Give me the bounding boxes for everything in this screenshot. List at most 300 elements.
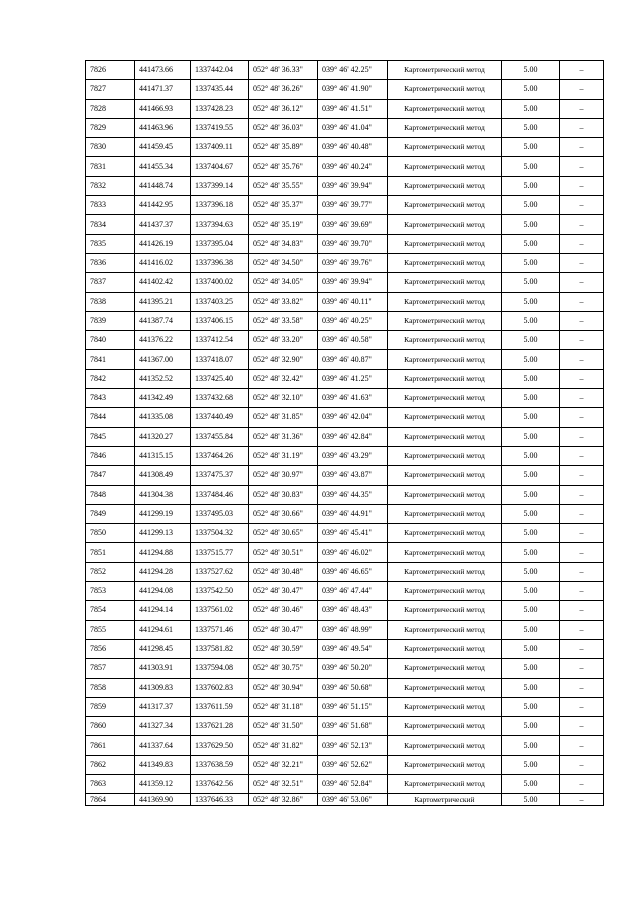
longitude-cell: 039° 46' 41.51" <box>318 99 388 118</box>
y-coordinate-cell: 1337418.07 <box>191 350 249 369</box>
accuracy-cell: 5.00 <box>502 118 560 137</box>
method-cell: Картометрический метод <box>388 176 502 195</box>
point-number-cell: 7848 <box>86 485 135 504</box>
point-number-cell: 7832 <box>86 176 135 195</box>
x-coordinate-cell: 441294.14 <box>135 601 191 620</box>
table-row <box>86 736 604 755</box>
table-row <box>86 99 604 118</box>
point-number-cell: 7827 <box>86 80 135 99</box>
method-cell: Картометрический метод <box>388 138 502 157</box>
x-coordinate-cell: 441376.22 <box>135 331 191 350</box>
method-cell: Картометрический метод <box>388 755 502 774</box>
x-coordinate-cell: 441299.19 <box>135 504 191 523</box>
y-coordinate-cell: 1337602.83 <box>191 678 249 697</box>
x-coordinate-cell: 441303.91 <box>135 659 191 678</box>
method-cell: Картометрический метод <box>388 485 502 504</box>
note-cell: – <box>560 485 604 504</box>
accuracy-cell: 5.00 <box>502 196 560 215</box>
y-coordinate-cell: 1337394.63 <box>191 215 249 234</box>
accuracy-cell: 5.00 <box>502 157 560 176</box>
point-number-cell: 7829 <box>86 118 135 137</box>
point-number-cell: 7835 <box>86 234 135 253</box>
method-cell: Картометрический метод <box>388 543 502 562</box>
accuracy-cell: 5.00 <box>502 80 560 99</box>
latitude-cell: 052° 48' 30.94" <box>249 678 318 697</box>
note-cell: – <box>560 524 604 543</box>
latitude-cell: 052° 48' 32.86" <box>249 794 318 806</box>
longitude-cell: 039° 46' 46.02" <box>318 543 388 562</box>
accuracy-cell: 5.00 <box>502 543 560 562</box>
y-coordinate-cell: 1337642.56 <box>191 774 249 793</box>
table-row <box>86 234 604 253</box>
x-coordinate-cell: 441466.93 <box>135 99 191 118</box>
latitude-cell: 052° 48' 35.55" <box>249 176 318 195</box>
y-coordinate-cell: 1337571.46 <box>191 620 249 639</box>
x-coordinate-cell: 441294.88 <box>135 543 191 562</box>
x-coordinate-cell: 441473.66 <box>135 61 191 80</box>
longitude-cell: 039° 46' 41.90" <box>318 80 388 99</box>
point-number-cell: 7831 <box>86 157 135 176</box>
point-number-cell: 7834 <box>86 215 135 234</box>
note-cell: – <box>560 138 604 157</box>
latitude-cell: 052° 48' 30.75" <box>249 659 318 678</box>
x-coordinate-cell: 441426.19 <box>135 234 191 253</box>
method-cell: Картометрический метод <box>388 273 502 292</box>
longitude-cell: 039° 46' 42.25" <box>318 61 388 80</box>
note-cell: – <box>560 504 604 523</box>
accuracy-cell: 5.00 <box>502 408 560 427</box>
y-coordinate-cell: 1337646.33 <box>191 794 249 806</box>
method-cell: Картометрический метод <box>388 331 502 350</box>
point-number-cell: 7857 <box>86 659 135 678</box>
table-row <box>86 80 604 99</box>
accuracy-cell: 5.00 <box>502 138 560 157</box>
latitude-cell: 052° 48' 33.20" <box>249 331 318 350</box>
longitude-cell: 039° 46' 47.44" <box>318 582 388 601</box>
point-number-cell: 7863 <box>86 774 135 793</box>
note-cell: – <box>560 736 604 755</box>
latitude-cell: 052° 48' 31.18" <box>249 697 318 716</box>
method-cell: Картометрический <box>388 794 502 806</box>
table-row <box>86 311 604 330</box>
accuracy-cell: 5.00 <box>502 774 560 793</box>
latitude-cell: 052° 48' 30.65" <box>249 524 318 543</box>
accuracy-cell: 5.00 <box>502 369 560 388</box>
note-cell: – <box>560 273 604 292</box>
table-row <box>86 543 604 562</box>
point-number-cell: 7861 <box>86 736 135 755</box>
x-coordinate-cell: 441337.64 <box>135 736 191 755</box>
longitude-cell: 039° 46' 52.62" <box>318 755 388 774</box>
accuracy-cell: 5.00 <box>502 292 560 311</box>
table-row <box>86 562 604 581</box>
longitude-cell: 039° 46' 40.11" <box>318 292 388 311</box>
longitude-cell: 039° 46' 39.69" <box>318 215 388 234</box>
table-row <box>86 446 604 465</box>
longitude-cell: 039° 46' 50.68" <box>318 678 388 697</box>
latitude-cell: 052° 48' 30.46" <box>249 601 318 620</box>
note-cell: – <box>560 350 604 369</box>
x-coordinate-cell: 441327.34 <box>135 717 191 736</box>
latitude-cell: 052° 48' 30.47" <box>249 620 318 639</box>
method-cell: Картометрический метод <box>388 639 502 658</box>
method-cell: Картометрический метод <box>388 678 502 697</box>
latitude-cell: 052° 48' 34.50" <box>249 253 318 272</box>
table-row <box>86 273 604 292</box>
table-row <box>86 292 604 311</box>
x-coordinate-cell: 441294.08 <box>135 582 191 601</box>
y-coordinate-cell: 1337629.50 <box>191 736 249 755</box>
y-coordinate-cell: 1337611.59 <box>191 697 249 716</box>
y-coordinate-cell: 1337395.04 <box>191 234 249 253</box>
method-cell: Картометрический метод <box>388 659 502 678</box>
latitude-cell: 052° 48' 36.12" <box>249 99 318 118</box>
longitude-cell: 039° 46' 52.84" <box>318 774 388 793</box>
longitude-cell: 039° 46' 52.13" <box>318 736 388 755</box>
accuracy-cell: 5.00 <box>502 524 560 543</box>
note-cell: – <box>560 215 604 234</box>
table-row <box>86 639 604 658</box>
longitude-cell: 039° 46' 41.04" <box>318 118 388 137</box>
note-cell: – <box>560 118 604 137</box>
y-coordinate-cell: 1337621.28 <box>191 717 249 736</box>
note-cell: – <box>560 466 604 485</box>
accuracy-cell: 5.00 <box>502 504 560 523</box>
x-coordinate-cell: 441437.37 <box>135 215 191 234</box>
note-cell: – <box>560 774 604 793</box>
longitude-cell: 039° 46' 44.35" <box>318 485 388 504</box>
latitude-cell: 052° 48' 32.42" <box>249 369 318 388</box>
latitude-cell: 052° 48' 35.89" <box>249 138 318 157</box>
y-coordinate-cell: 1337484.46 <box>191 485 249 504</box>
longitude-cell: 039° 46' 51.15" <box>318 697 388 716</box>
longitude-cell: 039° 46' 39.94" <box>318 176 388 195</box>
y-coordinate-cell: 1337419.55 <box>191 118 249 137</box>
latitude-cell: 052° 48' 34.05" <box>249 273 318 292</box>
x-coordinate-cell: 441448.74 <box>135 176 191 195</box>
x-coordinate-cell: 441309.83 <box>135 678 191 697</box>
table-row <box>86 157 604 176</box>
method-cell: Картометрический метод <box>388 717 502 736</box>
x-coordinate-cell: 441402.42 <box>135 273 191 292</box>
x-coordinate-cell: 441304.38 <box>135 485 191 504</box>
method-cell: Картометрический метод <box>388 408 502 427</box>
latitude-cell: 052° 48' 33.82" <box>249 292 318 311</box>
longitude-cell: 039° 46' 49.54" <box>318 639 388 658</box>
method-cell: Картометрический метод <box>388 774 502 793</box>
longitude-cell: 039° 46' 40.25" <box>318 311 388 330</box>
accuracy-cell: 5.00 <box>502 794 560 806</box>
method-cell: Картометрический метод <box>388 562 502 581</box>
table-row <box>86 427 604 446</box>
y-coordinate-cell: 1337440.49 <box>191 408 249 427</box>
accuracy-cell: 5.00 <box>502 620 560 639</box>
y-coordinate-cell: 1337515.77 <box>191 543 249 562</box>
note-cell: – <box>560 253 604 272</box>
longitude-cell: 039° 46' 39.94" <box>318 273 388 292</box>
x-coordinate-cell: 441298.45 <box>135 639 191 658</box>
latitude-cell: 052° 48' 30.97" <box>249 466 318 485</box>
accuracy-cell: 5.00 <box>502 601 560 620</box>
accuracy-cell: 5.00 <box>502 331 560 350</box>
method-cell: Картометрический метод <box>388 736 502 755</box>
x-coordinate-cell: 441349.83 <box>135 755 191 774</box>
latitude-cell: 052° 48' 36.33" <box>249 61 318 80</box>
point-number-cell: 7830 <box>86 138 135 157</box>
longitude-cell: 039° 46' 39.77" <box>318 196 388 215</box>
note-cell: – <box>560 543 604 562</box>
point-number-cell: 7846 <box>86 446 135 465</box>
point-number-cell: 7838 <box>86 292 135 311</box>
method-cell: Картометрический метод <box>388 215 502 234</box>
latitude-cell: 052° 48' 31.82" <box>249 736 318 755</box>
y-coordinate-cell: 1337406.15 <box>191 311 249 330</box>
note-cell: – <box>560 292 604 311</box>
longitude-cell: 039° 46' 40.24" <box>318 157 388 176</box>
table-row <box>86 369 604 388</box>
longitude-cell: 039° 46' 41.63" <box>318 389 388 408</box>
method-cell: Картометрический метод <box>388 504 502 523</box>
latitude-cell: 052° 48' 31.85" <box>249 408 318 427</box>
method-cell: Картометрический метод <box>388 292 502 311</box>
table-row <box>86 659 604 678</box>
latitude-cell: 052° 48' 36.26" <box>249 80 318 99</box>
point-number-cell: 7837 <box>86 273 135 292</box>
point-number-cell: 7850 <box>86 524 135 543</box>
x-coordinate-cell: 441463.96 <box>135 118 191 137</box>
accuracy-cell: 5.00 <box>502 273 560 292</box>
method-cell: Картометрический метод <box>388 253 502 272</box>
longitude-cell: 039° 46' 40.87" <box>318 350 388 369</box>
longitude-cell: 039° 46' 50.20" <box>318 659 388 678</box>
method-cell: Картометрический метод <box>388 427 502 446</box>
latitude-cell: 052° 48' 35.76" <box>249 157 318 176</box>
point-number-cell: 7851 <box>86 543 135 562</box>
accuracy-cell: 5.00 <box>502 582 560 601</box>
note-cell: – <box>560 427 604 446</box>
note-cell: – <box>560 196 604 215</box>
latitude-cell: 052° 48' 35.37" <box>249 196 318 215</box>
longitude-cell: 039° 46' 40.48" <box>318 138 388 157</box>
y-coordinate-cell: 1337396.18 <box>191 196 249 215</box>
y-coordinate-cell: 1337455.84 <box>191 427 249 446</box>
table-row <box>86 253 604 272</box>
y-coordinate-cell: 1337404.67 <box>191 157 249 176</box>
point-number-cell: 7862 <box>86 755 135 774</box>
accuracy-cell: 5.00 <box>502 562 560 581</box>
table-row <box>86 620 604 639</box>
longitude-cell: 039° 46' 51.68" <box>318 717 388 736</box>
y-coordinate-cell: 1337561.02 <box>191 601 249 620</box>
y-coordinate-cell: 1337442.04 <box>191 61 249 80</box>
table-row <box>86 755 604 774</box>
latitude-cell: 052° 48' 31.50" <box>249 717 318 736</box>
method-cell: Картометрический метод <box>388 99 502 118</box>
y-coordinate-cell: 1337409.11 <box>191 138 249 157</box>
note-cell: – <box>560 234 604 253</box>
latitude-cell: 052° 48' 33.58" <box>249 311 318 330</box>
x-coordinate-cell: 441459.45 <box>135 138 191 157</box>
latitude-cell: 052° 48' 30.59" <box>249 639 318 658</box>
method-cell: Картометрический метод <box>388 157 502 176</box>
table-row <box>86 774 604 793</box>
note-cell: – <box>560 99 604 118</box>
y-coordinate-cell: 1337464.26 <box>191 446 249 465</box>
method-cell: Картометрический метод <box>388 582 502 601</box>
accuracy-cell: 5.00 <box>502 311 560 330</box>
point-number-cell: 7843 <box>86 389 135 408</box>
table-row <box>86 331 604 350</box>
note-cell: – <box>560 389 604 408</box>
longitude-cell: 039° 46' 42.84" <box>318 427 388 446</box>
y-coordinate-cell: 1337396.38 <box>191 253 249 272</box>
point-number-cell: 7852 <box>86 562 135 581</box>
x-coordinate-cell: 441369.90 <box>135 794 191 806</box>
latitude-cell: 052° 48' 30.48" <box>249 562 318 581</box>
longitude-cell: 039° 46' 40.58" <box>318 331 388 350</box>
longitude-cell: 039° 46' 39.76" <box>318 253 388 272</box>
table-row <box>86 678 604 697</box>
note-cell: – <box>560 794 604 806</box>
latitude-cell: 052° 48' 34.83" <box>249 234 318 253</box>
x-coordinate-cell: 441299.13 <box>135 524 191 543</box>
note-cell: – <box>560 446 604 465</box>
note-cell: – <box>560 717 604 736</box>
y-coordinate-cell: 1337412.54 <box>191 331 249 350</box>
table-row <box>86 196 604 215</box>
x-coordinate-cell: 441320.27 <box>135 427 191 446</box>
x-coordinate-cell: 441294.61 <box>135 620 191 639</box>
longitude-cell: 039° 46' 43.29" <box>318 446 388 465</box>
note-cell: – <box>560 369 604 388</box>
longitude-cell: 039° 46' 53.06" <box>318 794 388 806</box>
latitude-cell: 052° 48' 31.19" <box>249 446 318 465</box>
x-coordinate-cell: 441352.52 <box>135 369 191 388</box>
note-cell: – <box>560 620 604 639</box>
method-cell: Картометрический метод <box>388 311 502 330</box>
x-coordinate-cell: 441359.12 <box>135 774 191 793</box>
latitude-cell: 052° 48' 32.10" <box>249 389 318 408</box>
y-coordinate-cell: 1337527.62 <box>191 562 249 581</box>
latitude-cell: 052° 48' 30.47" <box>249 582 318 601</box>
coordinates-table <box>85 60 604 806</box>
accuracy-cell: 5.00 <box>502 253 560 272</box>
point-number-cell: 7828 <box>86 99 135 118</box>
note-cell: – <box>560 639 604 658</box>
accuracy-cell: 5.00 <box>502 61 560 80</box>
accuracy-cell: 5.00 <box>502 389 560 408</box>
method-cell: Картометрический метод <box>388 61 502 80</box>
x-coordinate-cell: 441387.74 <box>135 311 191 330</box>
point-number-cell: 7836 <box>86 253 135 272</box>
point-number-cell: 7840 <box>86 331 135 350</box>
y-coordinate-cell: 1337403.25 <box>191 292 249 311</box>
x-coordinate-cell: 441442.95 <box>135 196 191 215</box>
method-cell: Картометрический метод <box>388 620 502 639</box>
latitude-cell: 052° 48' 30.51" <box>249 543 318 562</box>
y-coordinate-cell: 1337594.08 <box>191 659 249 678</box>
point-number-cell: 7859 <box>86 697 135 716</box>
method-cell: Картометрический метод <box>388 466 502 485</box>
latitude-cell: 052° 48' 30.83" <box>249 485 318 504</box>
point-number-cell: 7826 <box>86 61 135 80</box>
y-coordinate-cell: 1337495.03 <box>191 504 249 523</box>
accuracy-cell: 5.00 <box>502 446 560 465</box>
table-row <box>86 176 604 195</box>
accuracy-cell: 5.00 <box>502 697 560 716</box>
x-coordinate-cell: 441471.37 <box>135 80 191 99</box>
y-coordinate-cell: 1337542.50 <box>191 582 249 601</box>
y-coordinate-cell: 1337638.59 <box>191 755 249 774</box>
table-row <box>86 524 604 543</box>
x-coordinate-cell: 441335.08 <box>135 408 191 427</box>
latitude-cell: 052° 48' 35.19" <box>249 215 318 234</box>
table-row <box>86 485 604 504</box>
y-coordinate-cell: 1337425.40 <box>191 369 249 388</box>
method-cell: Картометрический метод <box>388 446 502 465</box>
table-row <box>86 350 604 369</box>
method-cell: Картометрический метод <box>388 697 502 716</box>
longitude-cell: 039° 46' 48.99" <box>318 620 388 639</box>
x-coordinate-cell: 441395.21 <box>135 292 191 311</box>
y-coordinate-cell: 1337581.82 <box>191 639 249 658</box>
accuracy-cell: 5.00 <box>502 466 560 485</box>
longitude-cell: 039° 46' 41.25" <box>318 369 388 388</box>
y-coordinate-cell: 1337399.14 <box>191 176 249 195</box>
accuracy-cell: 5.00 <box>502 485 560 504</box>
point-number-cell: 7864 <box>86 794 135 806</box>
note-cell: – <box>560 80 604 99</box>
y-coordinate-cell: 1337400.02 <box>191 273 249 292</box>
accuracy-cell: 5.00 <box>502 678 560 697</box>
note-cell: – <box>560 331 604 350</box>
table-row <box>86 138 604 157</box>
coordinates-table-body <box>86 61 604 806</box>
note-cell: – <box>560 697 604 716</box>
note-cell: – <box>560 601 604 620</box>
latitude-cell: 052° 48' 36.03" <box>249 118 318 137</box>
table-row <box>86 601 604 620</box>
note-cell: – <box>560 755 604 774</box>
x-coordinate-cell: 441294.28 <box>135 562 191 581</box>
note-cell: – <box>560 659 604 678</box>
accuracy-cell: 5.00 <box>502 717 560 736</box>
point-number-cell: 7849 <box>86 504 135 523</box>
accuracy-cell: 5.00 <box>502 176 560 195</box>
x-coordinate-cell: 441367.00 <box>135 350 191 369</box>
point-number-cell: 7855 <box>86 620 135 639</box>
point-number-cell: 7860 <box>86 717 135 736</box>
x-coordinate-cell: 441342.49 <box>135 389 191 408</box>
point-number-cell: 7856 <box>86 639 135 658</box>
latitude-cell: 052° 48' 31.36" <box>249 427 318 446</box>
longitude-cell: 039° 46' 44.91" <box>318 504 388 523</box>
method-cell: Картометрический метод <box>388 234 502 253</box>
y-coordinate-cell: 1337475.37 <box>191 466 249 485</box>
note-cell: – <box>560 311 604 330</box>
method-cell: Картометрический метод <box>388 601 502 620</box>
latitude-cell: 052° 48' 32.51" <box>249 774 318 793</box>
latitude-cell: 052° 48' 32.21" <box>249 755 318 774</box>
point-number-cell: 7858 <box>86 678 135 697</box>
table-row <box>86 215 604 234</box>
point-number-cell: 7847 <box>86 466 135 485</box>
accuracy-cell: 5.00 <box>502 215 560 234</box>
accuracy-cell: 5.00 <box>502 99 560 118</box>
method-cell: Картометрический метод <box>388 196 502 215</box>
table-row <box>86 118 604 137</box>
table-row <box>86 697 604 716</box>
